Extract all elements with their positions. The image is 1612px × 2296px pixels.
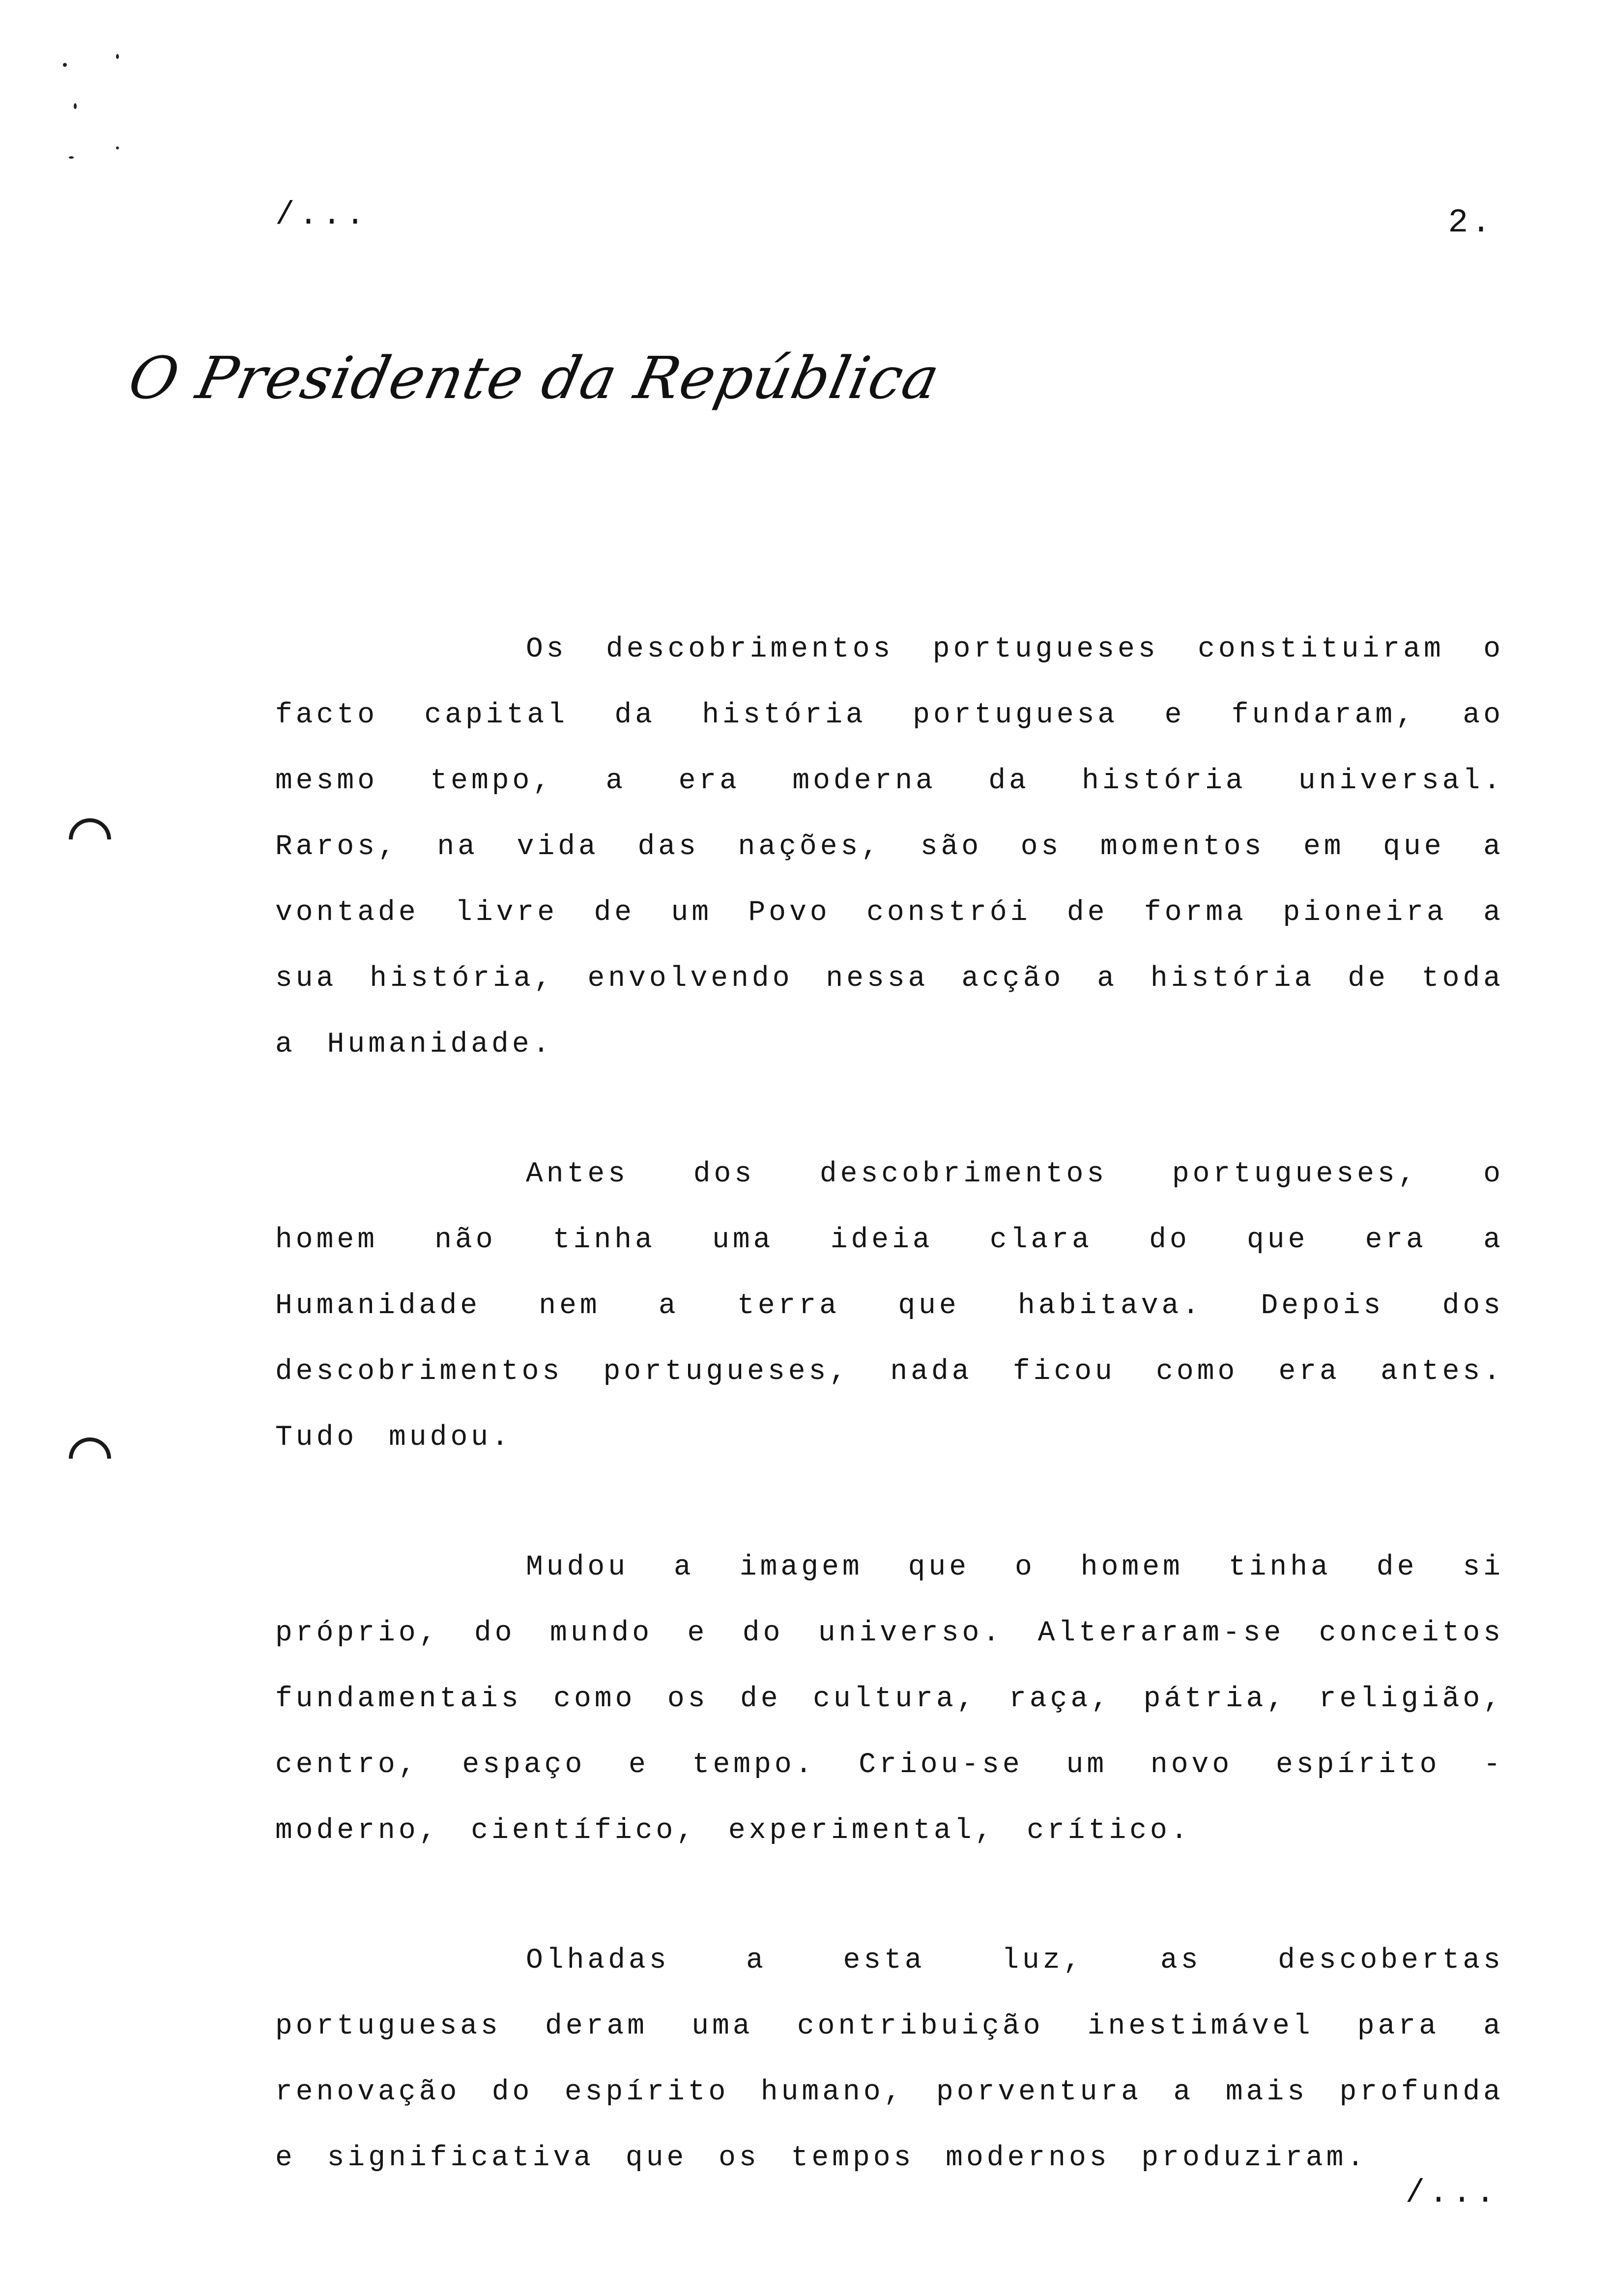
paragraph: Olhadas a esta luz, as descobertas portuguesas deram uma contribuição inestimável para a renovação do espírito humano, porventura a mais profunda e significativa que os tempos modernos produziram.: [275, 1945, 1504, 2174]
punch-hole-mark: [60, 809, 120, 869]
scan-speck: [116, 54, 119, 59]
paragraph: Antes dos descobrimentos portugueses, o homem não tinha uma ideia clara do que era a Humanidade nem a terra que habitava. Depois dos descobrimentos portugueses, nada ficou como era antes. Tudo mudou.: [275, 1158, 1504, 1454]
footer-continuation-mark: /...: [1405, 2175, 1499, 2211]
scan-speck: [69, 156, 74, 159]
paragraph: Os descobrimentos portugueses constituiram o facto capital da história portuguesa e fundaram, ao mesmo tempo, a era moderna da história universal. Raros, na vida das nações, são os momentos em que a vontade livre de um Povo constrói de forma pioneira a sua história, envolvendo nessa acção a história de toda a Humanidade.: [275, 633, 1504, 1061]
letterhead-title: O Presidente da República: [123, 344, 946, 412]
punch-hole-mark: [60, 1429, 120, 1489]
scan-speck: [74, 103, 77, 109]
scan-speck: [63, 63, 67, 67]
header-continuation-mark: /...: [275, 197, 369, 233]
page-number: 2.: [1448, 204, 1494, 242]
paragraph: Mudou a imagem que o homem tinha de si próprio, do mundo e do universo. Alteraram-se conceitos fundamentais como os de cultura, raça, pátria, religião, centro, espaço e tempo. Criou-se um novo espírito - moderno, científico, experimental, crítico.: [275, 1551, 1504, 1847]
body-text: [275, 617, 1504, 2255]
scan-speck: [116, 146, 119, 149]
